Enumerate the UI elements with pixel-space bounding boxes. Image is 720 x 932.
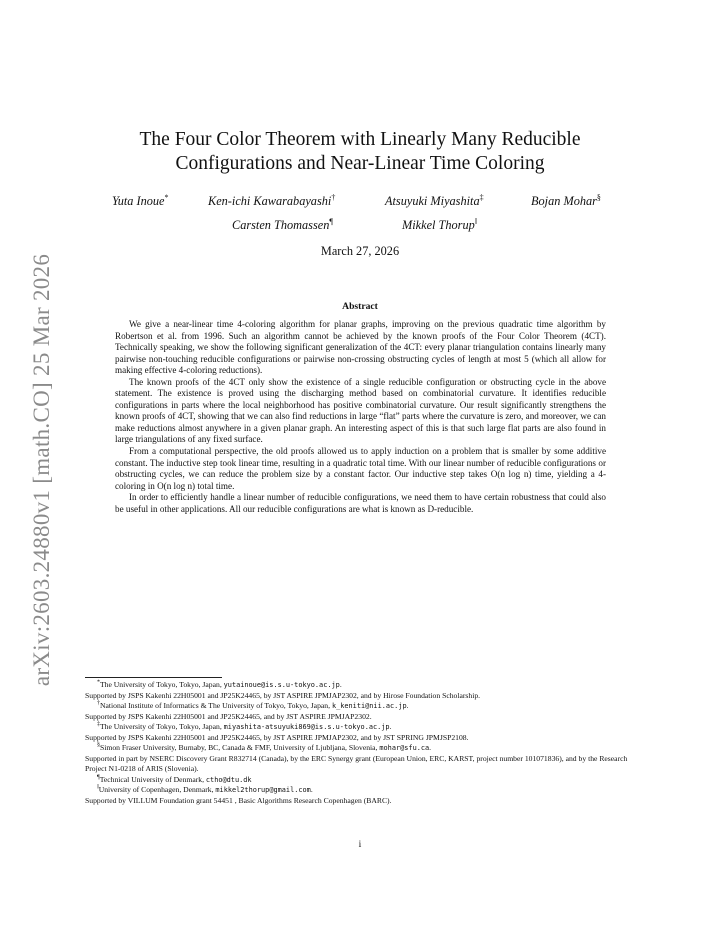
footnotes: [85, 680, 640, 806]
footnote-affiliation: §Simon Fraser University, Burnaby, BC, Canada & FMF, University of Ljubljana, Slovenia, mohar@sfu.ca.: [97, 742, 432, 752]
author-list-row-2: [100, 217, 640, 233]
footnote-affiliation: *The University of Tokyo, Tokyo, Japan, yutainoue@is.s.u-tokyo.ac.jp.: [97, 679, 342, 689]
footnote-divider: [85, 677, 222, 678]
author-name: Mikkel Thorup‖: [402, 217, 477, 233]
footnote-affiliation: †National Institute of Informatics & The University of Tokyo, Tokyo, Japan, k_keniti@nii.ac.jp.: [97, 700, 409, 710]
author-name: Yuta Inoue*: [112, 193, 169, 209]
author-name: Ken-ichi Kawarabayashi†: [208, 193, 336, 209]
email-link[interactable]: miyashita-atsuyuki869@is.s.u-tokyo.ac.jp: [223, 723, 390, 731]
paper-title: [110, 128, 610, 176]
title-line-2: Configurations and Near-Linear Time Coloring: [175, 153, 545, 174]
abstract-paragraph: In order to efficiently handle a linear number of reducible configurations, we need them to have certain robustness that could also be useful in other applications. All our reducible configurations are what is known as D-reducible.: [115, 492, 606, 514]
footnote-funding: Supported by JSPS Kakenhi 22H05001 and JP25K24465, by JST ASPIRE JPMJAP2302, and by JST SPRING JPMJSP2108.: [85, 732, 469, 742]
email-link[interactable]: mikkel2thorup@gmail.com: [215, 786, 311, 794]
title-line-1: The Four Color Theorem with Linearly Many Reducible: [139, 129, 581, 150]
publication-date: March 27, 2026: [320, 244, 400, 258]
author-name: Bojan Mohar§: [531, 193, 601, 209]
footnote-funding: Supported by JSPS Kakenhi 22H05001 and JP25K24465, by JST ASPIRE JPMJAP2302, and by Hirose Foundation Scholarship.: [85, 690, 481, 700]
footnote-affiliation: ¶Technical University of Denmark, ctho@dtu.dk: [97, 773, 252, 784]
abstract-body: [115, 319, 606, 515]
abstract-paragraph: The known proofs of the 4CT only show the existence of a single reducible configuration or obstructing cycle in the above statement. The existence is proved using the discharging method based on combinatorial curvature. It identifies reducible configurations in parts where the local neighborhood has positive combinatorial curvature. Our result significantly strengthens the known proofs of 4CT, showing that we can also find reductions in large “flat” parts where the curvature is zero, and moreover, we can make reductions almost anywhere in a given planar graph. An interesting aspect of this is that such large flat parts are also found in large triangulations of any fixed surface.: [115, 376, 606, 445]
author-name: Atsuyuki Miyashita‡: [385, 193, 484, 209]
page-number: i: [358, 839, 362, 850]
author-list-row-1: [100, 193, 640, 209]
footnote-funding: Supported in part by NSERC Discovery Grant R832714 (Canada), by the ERC Synergy grant (European Union, ERC, KARST, project number 101071836), and by the Research Project N1-0218 of ARIS (Slovenia).: [85, 753, 628, 773]
footnote-affiliation: ‖University of Copenhagen, Denmark, mikkel2thorup@gmail.com.: [97, 784, 313, 794]
email-link[interactable]: mohar@sfu.ca: [379, 744, 430, 752]
arxiv-stamp[interactable]: arXiv:2603.24880v1 [math.CO] 25 Mar 2026: [29, 253, 54, 687]
abstract-heading: Abstract: [342, 301, 378, 312]
email-link[interactable]: ctho@dtu.dk: [205, 775, 252, 784]
email-link[interactable]: k_keniti@nii.ac.jp: [331, 702, 407, 710]
footnote-affiliation: ‡The University of Tokyo, Tokyo, Japan, miyashita-atsuyuki869@is.s.u-tokyo.ac.jp.: [97, 721, 392, 731]
email-link[interactable]: yutainoue@is.s.u-tokyo.ac.jp: [223, 681, 340, 689]
footnote-funding: Supported by JSPS Kakenhi 22H05001 and JP25K24465, and by JST ASPIRE JPMJAP2302.: [85, 711, 372, 721]
abstract-paragraph: From a computational perspective, the old proofs allowed us to apply induction on a problem that is smaller by some additive constant. The inductive step took linear time, resulting in a quadratic total time. With our linear number of reducible configurations or obstructing cycles, we can reduce the problem size by a constant factor. Our inductive step takes O(n log n) time, yielding a 4-coloring in O(n log n) total time.: [115, 446, 606, 491]
footnote-funding: Supported by VILLUM Foundation grant 54451 , Basic Algorithms Research Copenhagen (BARC).: [85, 795, 392, 805]
abstract-paragraph: We give a near-linear time 4-coloring algorithm for planar graphs, improving on the previous quadratic time algorithm by Robertson et al. from 1996. Such an algorithm cannot be achieved by the known proofs of the Four Color Theorem (4CT). Technically speaking, we show the following significant generalization of the 4CT: every planar triangulation contains linearly many pairwise non-touching reducible configurations or pairwise non-crossing obstructing cycles of length at most 5 (which all allow for making effective 4-coloring reductions).: [115, 319, 606, 376]
author-name: Carsten Thomassen¶: [232, 217, 333, 233]
